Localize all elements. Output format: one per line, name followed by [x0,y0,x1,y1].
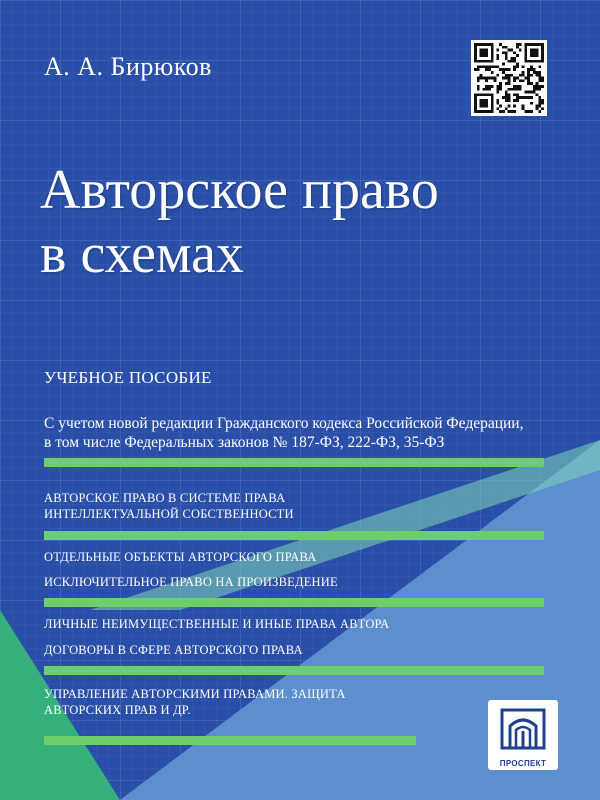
topic-5 [44,642,303,658]
divider-bar [44,666,544,675]
topic-5-line-1: ДОГОВОРЫ В СФЕРЕ АВТОРСКОГО ПРАВА [44,643,303,657]
qr-code-icon [471,40,547,116]
topic-1 [44,490,294,522]
title-line-1: Авторское право [40,159,439,221]
divider-bar [44,458,544,467]
topic-1-line-2: ИНТЕЛЛЕКТУАЛЬНОЙ СОБСТВЕННОСТИ [44,507,294,521]
topic-6-line-1: УПРАВЛЕНИЕ АВТОРСКИМИ ПРАВАМИ. ЗАЩИТА [44,687,346,701]
edition-note-line-2: в том числе Федеральных законов № 187-ФЗ, 222-ФЗ, 35-ФЗ [44,434,445,451]
topic-1-line-1: АВТОРСКОЕ ПРАВО В СИСТЕМЕ ПРАВА [44,491,286,505]
divider-bar [44,736,416,745]
author-name: А. А. Бирюков [44,52,212,81]
topic-6 [44,686,346,718]
prospekt-logo-icon [488,700,558,756]
topic-3 [44,574,338,590]
book-title [40,158,439,286]
publisher-logo [488,700,558,770]
topic-4 [44,616,389,632]
book-subtitle: УЧЕБНОЕ ПОСОБИЕ [44,368,212,387]
topic-4-line-1: ЛИЧНЫЕ НЕИМУЩЕСТВЕННЫЕ И ИНЫЕ ПРАВА АВТОРА [44,617,390,631]
publisher-name: ПРОСПЕКТ [499,759,547,768]
topic-2-line-1: ОТДЕЛЬНЫЕ ОБЪЕКТЫ АВТОРСКОГО ПРАВА [44,550,317,564]
topic-2 [44,549,316,565]
edition-note-line-1: С учетом новой редакции Гражданского кодекса Российской Федерации, [44,415,524,432]
topic-3-line-1: ИСКЛЮЧИТЕЛЬНОЕ ПРАВО НА ПРОИЗВЕДЕНИЕ [44,575,338,589]
edition-note [44,414,564,452]
topic-6-line-2: АВТОРСКИХ ПРАВ И ДР. [44,703,191,717]
divider-bar [44,598,544,607]
divider-bar [44,531,544,540]
title-line-2: в схемах [40,223,244,285]
